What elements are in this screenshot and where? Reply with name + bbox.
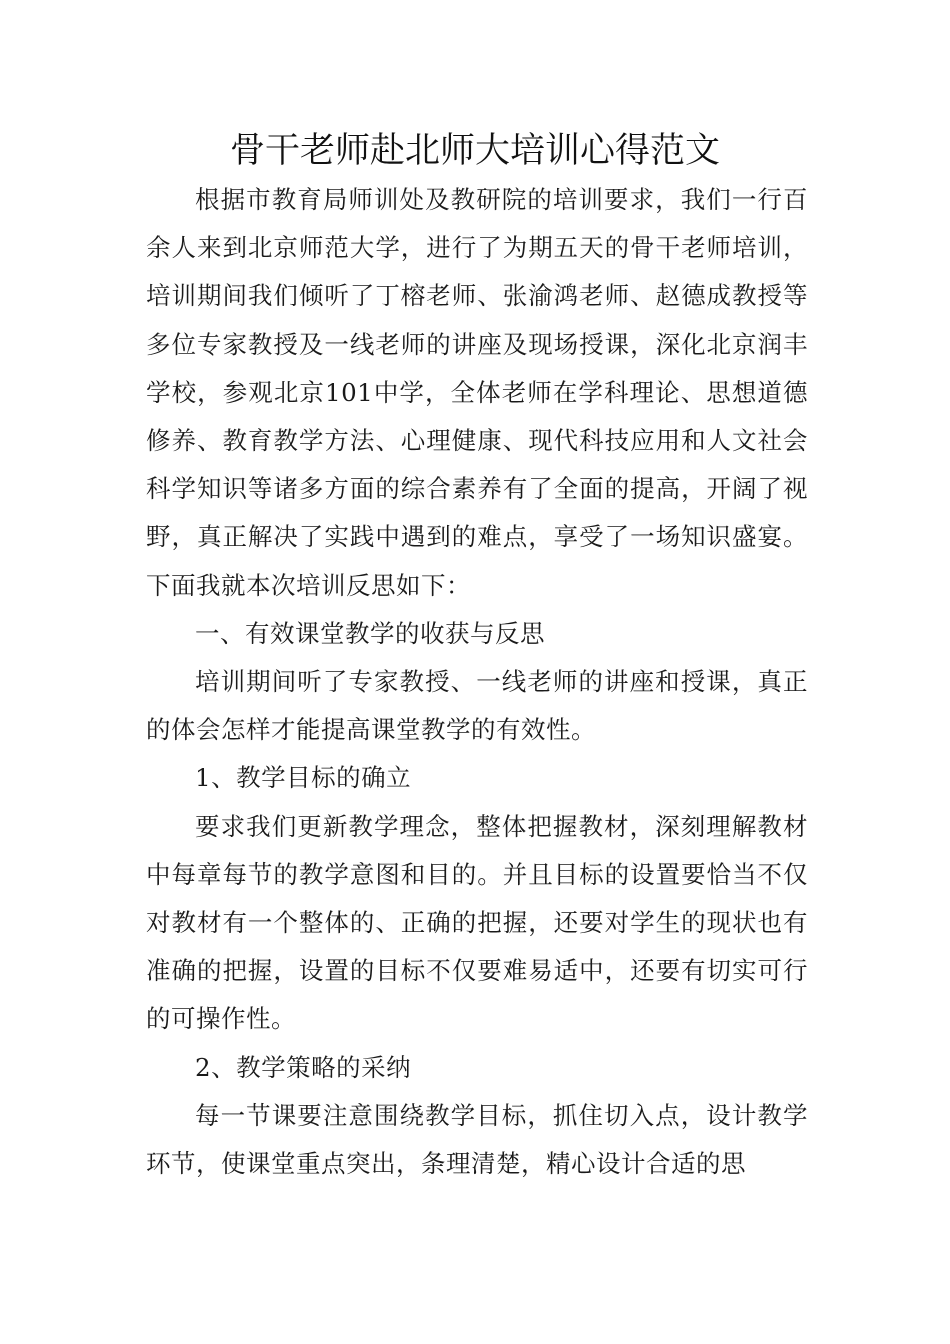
paragraph-subsection-2: 每一节课要注意围绕教学目标，抓住切入点，设计教学环节，使课堂重点突出，条理清楚，精心设计合适的思 <box>146 1100 808 1179</box>
paragraph-section-1: 培训期间听了专家教授、一线老师的讲座和授课，真正的体会怎样才能提高课堂教学的有效性。 <box>146 667 808 745</box>
document-title: 骨干老师赴北师大培训心得范文 <box>229 131 720 171</box>
section-heading-1: 一、有效课堂教学的收获与反思 <box>195 618 545 648</box>
subsection-heading-1: 1、教学目标的确立 <box>195 763 412 793</box>
document-body <box>146 176 808 1188</box>
paragraph-subsection-1: 要求我们更新教学理念，整体把握教材，深刻理解教材中每章每节的教学意图和目的。并且目标的设置要恰当不仅对教材有一个整体的、正确的把握，还要对学生的现状也有准确的把握，设置的目标不仅要难易适中，还要有切实可行的可操作性。 <box>146 811 808 1034</box>
paragraph-intro: 根据市教育局师训处及教研院的培训要求，我们一行百余人来到北京师范大学，进行了为期五天的骨干老师培训，培训期间我们倾听了丁榕老师、张渝鸿老师、赵德成教授等多位专家教授及一线老师的讲座及现场授课，深化北京润丰学校，参观北京101中学，全体老师在学科理论、思想道德修养、教育教学方法、心理健康、现代科技应用和人文社会科学知识等诸多方面的综合素养有了全面的提高，开阔了视野，真正解决了实践中遇到的难点，享受了一场知识盛宴。下面我就本次培训反思如下： <box>146 185 808 600</box>
subsection-heading-2: 2、教学策略的采纳 <box>195 1052 412 1082</box>
